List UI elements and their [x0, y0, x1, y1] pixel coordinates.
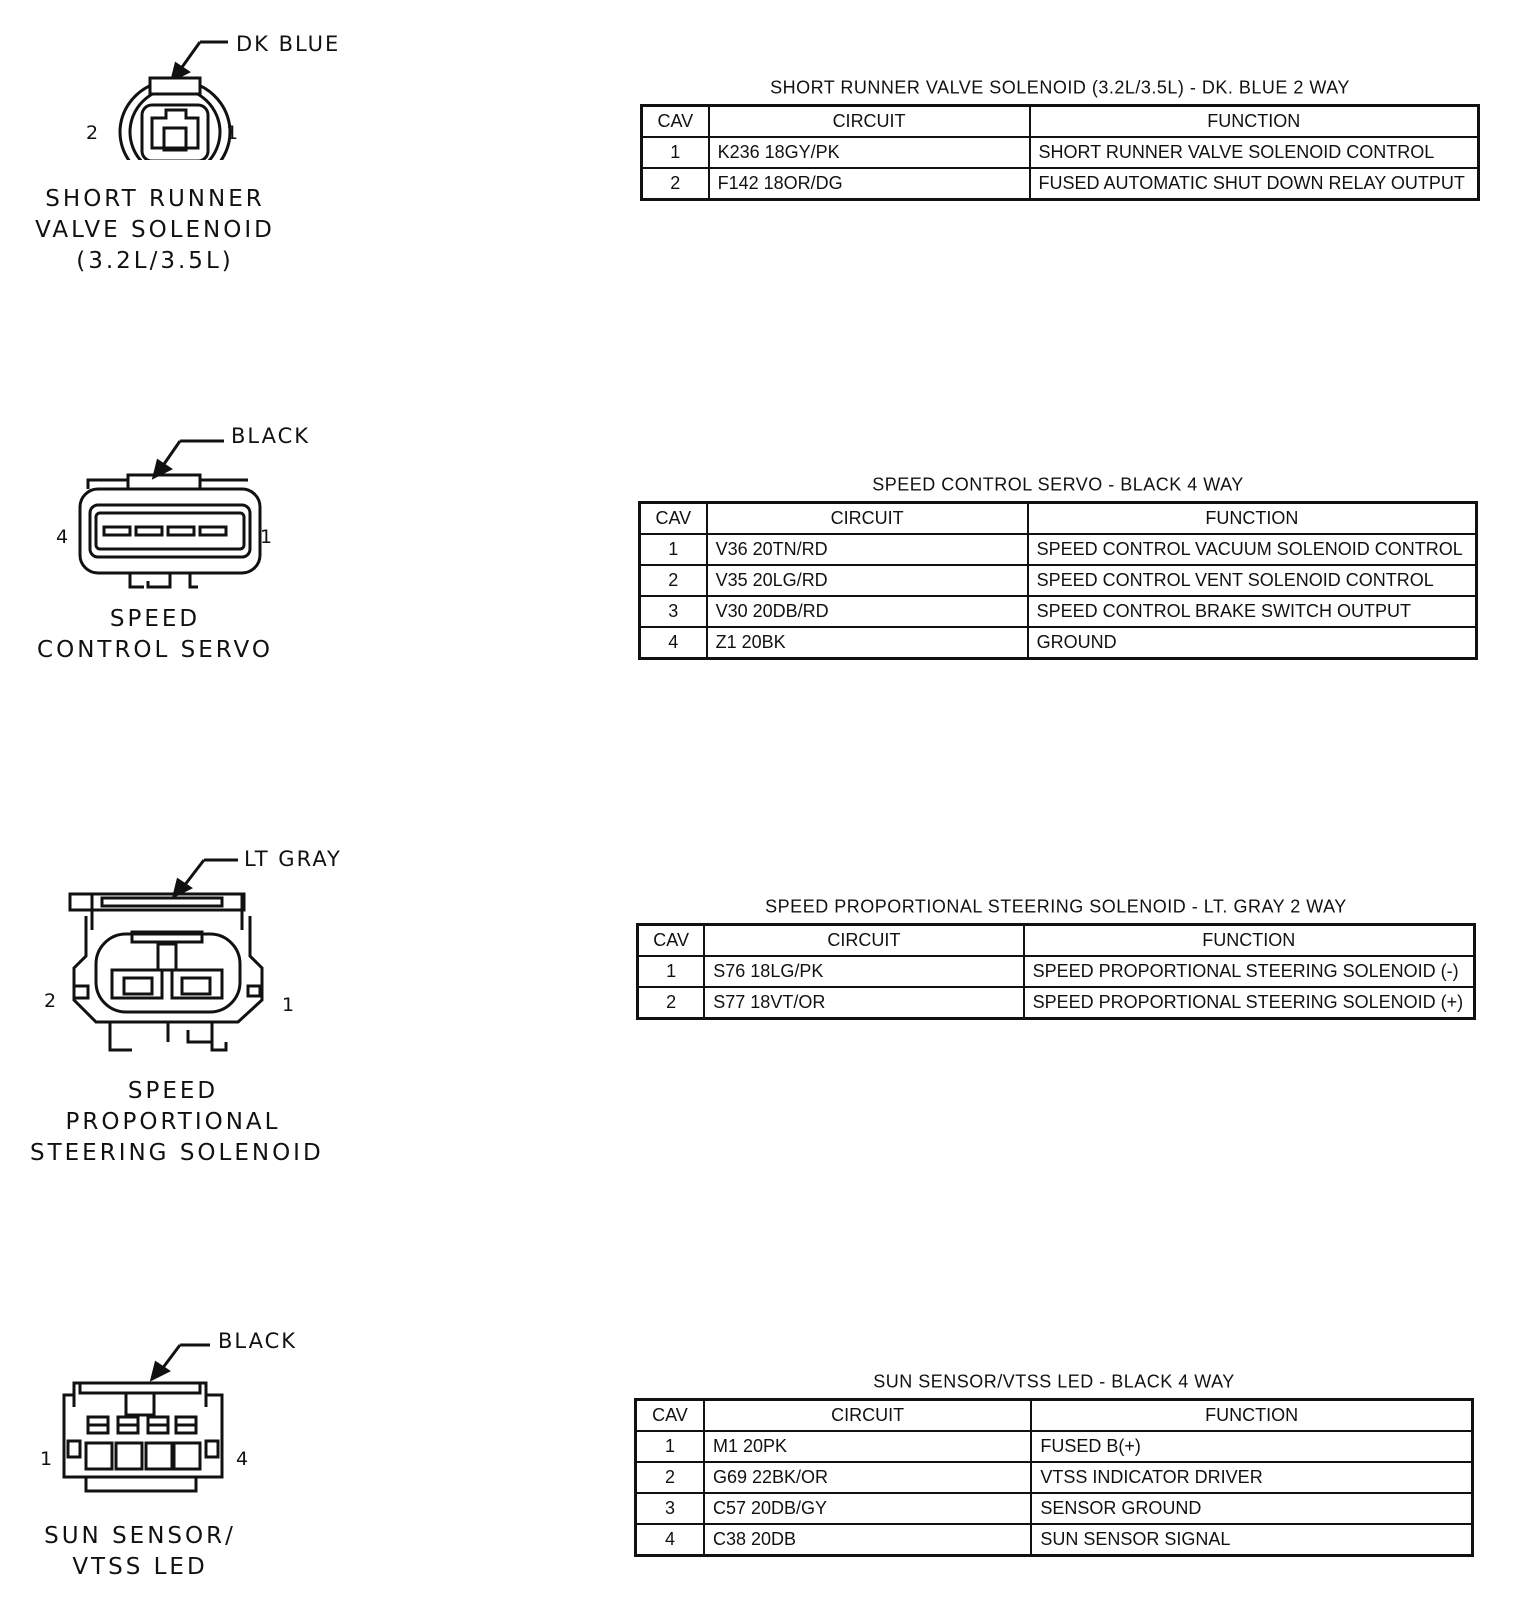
pinout-table: [640, 104, 1480, 201]
cell-function: SPEED PROPORTIONAL STEERING SOLENOID (+): [1024, 987, 1475, 1019]
header-circuit: CIRCUIT: [707, 503, 1028, 535]
cell-cav: 2: [638, 987, 705, 1019]
table-row: [640, 596, 1477, 627]
pinout-table: [638, 501, 1478, 660]
cell-circuit: V35 20LG/RD: [707, 565, 1028, 596]
connector-name-line: VTSS LED: [72, 1554, 208, 1580]
sun-sensor-connector-drawing: [56, 1335, 296, 1505]
cell-cav: 2: [640, 565, 707, 596]
table-row: [640, 565, 1477, 596]
connector-section-short-runner: [0, 0, 1536, 380]
cell-cav: 1: [640, 534, 707, 565]
header-cav: CAV: [636, 1400, 704, 1432]
cell-cav: 3: [640, 596, 707, 627]
cell-function: FUSED AUTOMATIC SHUT DOWN RELAY OUTPUT: [1030, 168, 1479, 200]
pin-left-label: 2: [86, 122, 99, 144]
cell-function: SPEED CONTROL BRAKE SWITCH OUTPUT: [1028, 596, 1477, 627]
table-row: [640, 627, 1477, 659]
header-cav: CAV: [638, 925, 705, 957]
connector-name-line: CONTROL SERVO: [37, 637, 273, 663]
cell-function: SUN SENSOR SIGNAL: [1031, 1524, 1472, 1556]
color-tag: BLACK: [218, 1329, 298, 1353]
cell-cav: 2: [636, 1462, 704, 1493]
table-title: SUN SENSOR/VTSS LED - BLACK 4 WAY: [873, 1370, 1235, 1392]
table-title: SPEED CONTROL SERVO - BLACK 4 WAY: [872, 473, 1244, 495]
header-function: FUNCTION: [1031, 1400, 1472, 1432]
connector-name-line: PROPORTIONAL: [65, 1109, 281, 1135]
table-header-row: [636, 1400, 1473, 1432]
cell-cav: 1: [642, 137, 709, 168]
cell-cav: 4: [636, 1524, 704, 1556]
cell-cav: 3: [636, 1493, 704, 1524]
cell-function: SPEED CONTROL VENT SOLENOID CONTROL: [1028, 565, 1477, 596]
cell-cav: 1: [636, 1431, 704, 1462]
table-row: [636, 1462, 1473, 1493]
pin-left-label: 4: [56, 526, 69, 548]
header-cav: CAV: [642, 106, 709, 138]
connector-name-line: SHORT RUNNER: [45, 186, 265, 212]
cell-circuit: Z1 20BK: [707, 627, 1028, 659]
cell-cav: 4: [640, 627, 707, 659]
cell-circuit: F142 18OR/DG: [709, 168, 1030, 200]
connector-name: [30, 1076, 324, 1169]
table-title: SPEED PROPORTIONAL STEERING SOLENOID - LT. GRAY 2 WAY: [765, 895, 1347, 917]
cell-function: SHORT RUNNER VALVE SOLENOID CONTROL: [1030, 137, 1479, 168]
table-header-row: [640, 503, 1477, 535]
steering-solenoid-connector-drawing: [62, 850, 302, 1090]
connector-name-line: STEERING SOLENOID: [30, 1140, 324, 1166]
table-title: SHORT RUNNER VALVE SOLENOID (3.2L/3.5L) - DK. BLUE 2 WAY: [770, 76, 1350, 98]
connector-name-line: VALVE SOLENOID: [35, 217, 275, 243]
cell-function: SPEED PROPORTIONAL STEERING SOLENOID (-): [1024, 956, 1475, 987]
pin-left-label: 2: [44, 990, 57, 1012]
table-row: [642, 137, 1479, 168]
pin-right-label: 1: [260, 526, 273, 548]
header-cav: CAV: [640, 503, 707, 535]
cell-circuit: V30 20DB/RD: [707, 596, 1028, 627]
connector-name-line: (3.2L/3.5L): [76, 248, 234, 274]
connector-name: [20, 184, 290, 277]
pinout-table: [636, 923, 1476, 1020]
table-row: [638, 956, 1475, 987]
cell-function: FUSED B(+): [1031, 1431, 1472, 1462]
header-circuit: CIRCUIT: [704, 1400, 1031, 1432]
cell-circuit: C57 20DB/GY: [704, 1493, 1031, 1524]
header-function: FUNCTION: [1030, 106, 1479, 138]
cell-function: GROUND: [1028, 627, 1477, 659]
speed-control-servo-connector-drawing: [70, 425, 320, 605]
cell-circuit: K236 18GY/PK: [709, 137, 1030, 168]
cell-function: VTSS INDICATOR DRIVER: [1031, 1462, 1472, 1493]
pin-right-label: 4: [236, 1448, 249, 1470]
table-row: [640, 534, 1477, 565]
table-row: [636, 1431, 1473, 1462]
connector-name: [20, 604, 290, 666]
header-circuit: CIRCUIT: [704, 925, 1023, 957]
connector-name-line: SUN SENSOR/: [44, 1523, 236, 1549]
header-function: FUNCTION: [1024, 925, 1475, 957]
table-row: [642, 168, 1479, 200]
cell-circuit: V36 20TN/RD: [707, 534, 1028, 565]
pin-right-label: 1: [282, 994, 295, 1016]
cell-circuit: G69 22BK/OR: [704, 1462, 1031, 1493]
color-tag: DK BLUE: [236, 32, 341, 56]
cell-cav: 2: [642, 168, 709, 200]
connector-name: [20, 1521, 260, 1583]
cell-circuit: C38 20DB: [704, 1524, 1031, 1556]
pinout-table: [634, 1398, 1474, 1557]
header-function: FUNCTION: [1028, 503, 1477, 535]
cell-function: SENSOR GROUND: [1031, 1493, 1472, 1524]
cell-circuit: S76 18LG/PK: [704, 956, 1023, 987]
cell-circuit: S77 18VT/OR: [704, 987, 1023, 1019]
color-tag: LT GRAY: [244, 847, 342, 871]
cell-circuit: M1 20PK: [704, 1431, 1031, 1462]
table-header-row: [638, 925, 1475, 957]
pin-right-label: 1: [226, 122, 239, 144]
cell-function: SPEED CONTROL VACUUM SOLENOID CONTROL: [1028, 534, 1477, 565]
table-row: [636, 1493, 1473, 1524]
connector-name-line: SPEED: [109, 606, 201, 632]
table-row: [636, 1524, 1473, 1556]
cell-cav: 1: [638, 956, 705, 987]
connector-name-line: SPEED: [127, 1078, 219, 1104]
color-tag: BLACK: [231, 424, 311, 448]
header-circuit: CIRCUIT: [709, 106, 1030, 138]
pin-left-label: 1: [40, 1448, 53, 1470]
table-row: [638, 987, 1475, 1019]
table-header-row: [642, 106, 1479, 138]
